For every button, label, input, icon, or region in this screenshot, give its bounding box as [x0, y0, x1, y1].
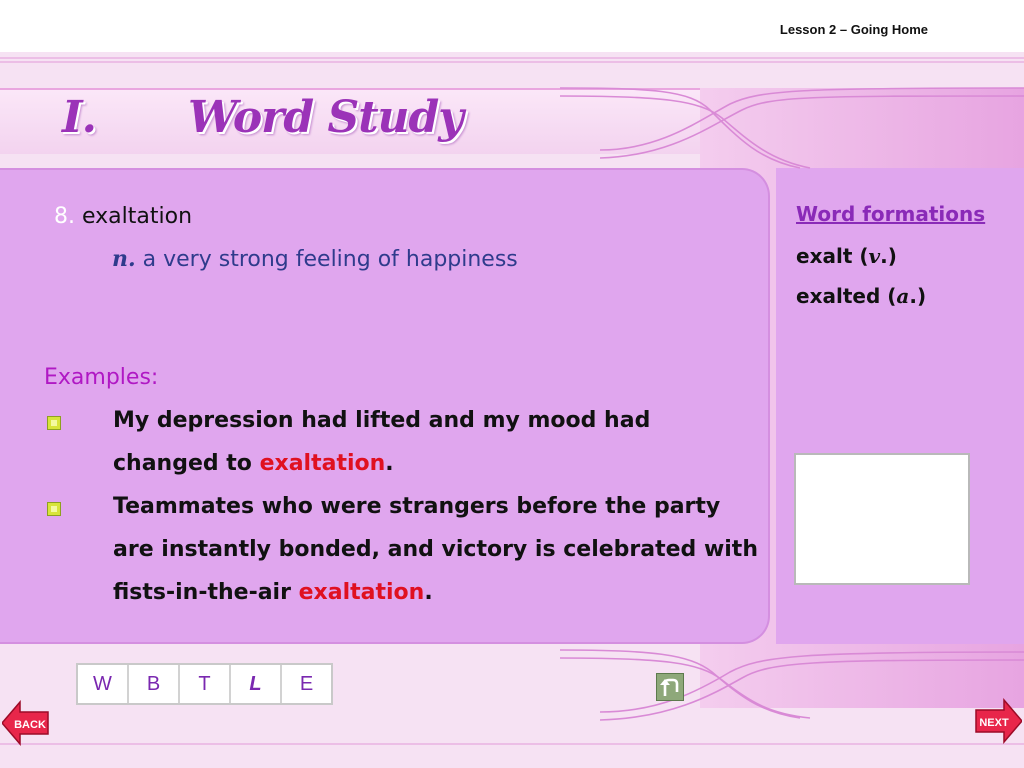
return-button[interactable] — [656, 673, 684, 701]
back-label: BACK — [14, 719, 46, 731]
title-text: Word Study — [188, 92, 463, 143]
vocab-word — [54, 204, 192, 229]
word-term: exaltation — [82, 204, 193, 229]
bullet-icon — [47, 416, 61, 430]
example-end: . — [424, 580, 433, 605]
title-number: I. — [62, 92, 96, 143]
nav-button-w[interactable]: W — [78, 665, 127, 703]
next-label: NEXT — [979, 717, 1009, 729]
word-formation-item — [796, 244, 897, 268]
example-highlight: exaltation — [298, 580, 425, 605]
example-item — [113, 485, 763, 614]
next-button[interactable] — [974, 698, 1022, 744]
example-item — [113, 399, 763, 485]
example-text: My depression had lifted and my mood had changed to — [113, 408, 651, 476]
nav-button-e[interactable]: E — [282, 665, 331, 703]
word-formation-item — [796, 284, 926, 308]
formation-word: exalt ( — [796, 244, 869, 268]
example-text: Teammates who were strangers before the party are instantly bonded, and victory is celebrated with fists-in-the-air — [113, 494, 758, 605]
formation-pos: v — [868, 244, 881, 268]
word-definition-line — [112, 246, 518, 272]
lesson-title: Lesson 2 – Going Home — [779, 22, 928, 37]
nav-button-b[interactable]: B — [129, 665, 178, 703]
section-nav-bar — [76, 663, 333, 705]
word-formations-link[interactable]: Word formations — [796, 202, 986, 226]
image-placeholder-box — [794, 453, 970, 585]
formation-close: .) — [909, 284, 927, 308]
bullet-icon — [47, 502, 61, 516]
examples-heading: Examples: — [44, 365, 159, 390]
nav-button-l[interactable]: L — [231, 665, 280, 703]
formation-close: .) — [880, 244, 897, 268]
definition-text: a very strong feeling of happiness — [142, 247, 518, 272]
example-highlight: exaltation — [259, 451, 386, 476]
example-end: . — [385, 451, 394, 476]
formation-word: exalted ( — [796, 284, 897, 308]
formation-pos: a — [896, 284, 910, 308]
part-of-speech: n. — [112, 246, 136, 272]
page-title — [62, 92, 463, 143]
nav-button-t[interactable]: T — [180, 665, 229, 703]
back-button[interactable] — [2, 700, 50, 746]
word-number: 8. — [54, 204, 75, 229]
return-arrow-icon — [657, 674, 683, 700]
